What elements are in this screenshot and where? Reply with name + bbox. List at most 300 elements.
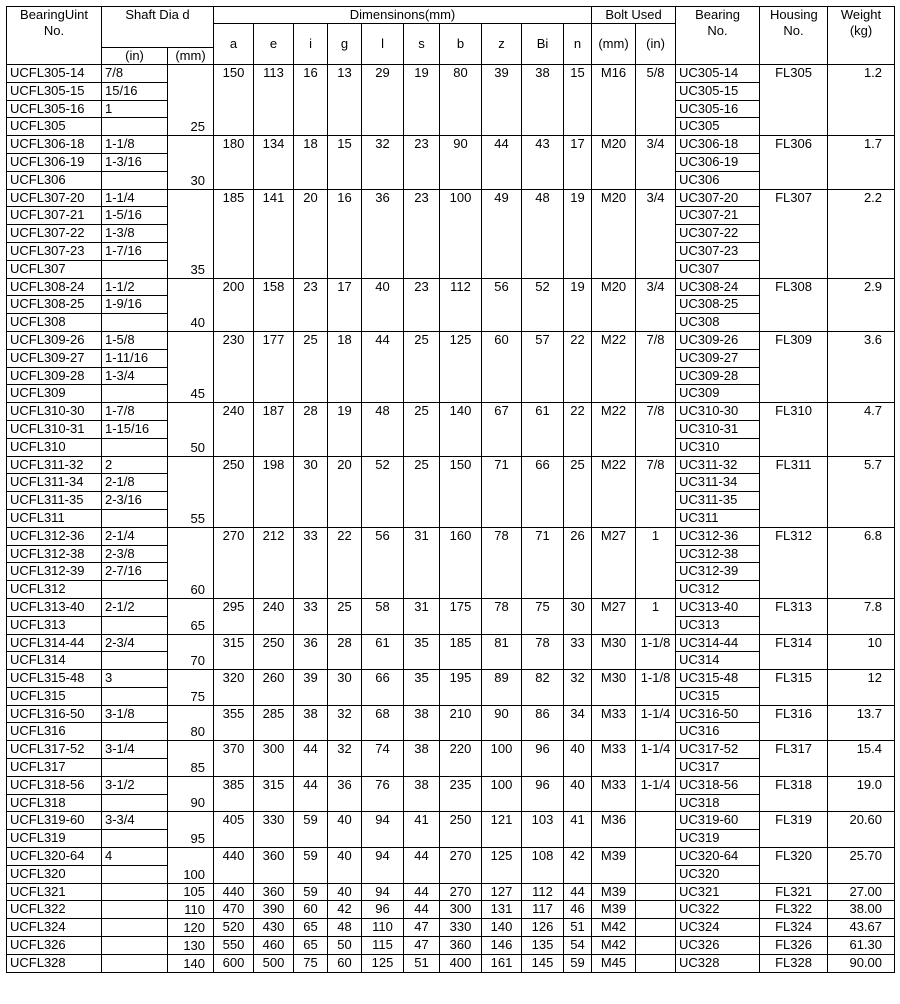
dim-cell: 23 xyxy=(404,189,440,278)
bearing-unit-cell: UCFL311-34 xyxy=(7,474,102,492)
dim-cell: 212 xyxy=(254,527,294,598)
bearing-unit-cell: UCFL307 xyxy=(7,260,102,278)
bolt-in-cell: 1-1/8 xyxy=(636,634,676,670)
dim-cell: 550 xyxy=(214,937,254,955)
shaft-in-cell: 1-1/8 xyxy=(102,136,168,154)
dim-cell: 94 xyxy=(362,848,404,884)
dim-cell: 25 xyxy=(328,598,362,634)
table-row xyxy=(7,883,895,901)
shaft-mm-cell: 40 xyxy=(168,278,214,331)
shaft-mm-cell: 90 xyxy=(168,776,214,812)
table-row xyxy=(7,670,895,688)
dim-cell: 90 xyxy=(482,705,522,741)
dim-cell: 38 xyxy=(522,65,564,136)
dim-cell: 68 xyxy=(362,705,404,741)
bolt-in-cell xyxy=(636,883,676,901)
table-row xyxy=(7,278,895,296)
dim-cell: 141 xyxy=(254,189,294,278)
bolt-in-cell xyxy=(636,937,676,955)
bolt-mm-cell: M30 xyxy=(592,634,636,670)
table-row xyxy=(7,403,895,421)
bolt-in-cell xyxy=(636,919,676,937)
shaft-mm-cell: 110 xyxy=(168,901,214,919)
dim-cell: 285 xyxy=(254,705,294,741)
bearing-unit-cell: UCFL307-22 xyxy=(7,225,102,243)
housing-no-cell: FL309 xyxy=(760,331,828,402)
dim-cell: 94 xyxy=(362,883,404,901)
bearing-no-cell: UC306 xyxy=(676,171,760,189)
header-shaft-in: (in) xyxy=(102,48,168,65)
housing-no-cell: FL318 xyxy=(760,776,828,812)
shaft-in-cell: 1-5/16 xyxy=(102,207,168,225)
dim-cell: 65 xyxy=(294,937,328,955)
dim-cell: 16 xyxy=(294,65,328,136)
housing-no-cell: FL322 xyxy=(760,901,828,919)
bearing-no-cell: UC310-31 xyxy=(676,420,760,438)
weight-cell: 3.6 xyxy=(828,331,895,402)
dim-cell: 185 xyxy=(214,189,254,278)
bolt-in-cell xyxy=(636,812,676,848)
bearing-no-cell: UC309-28 xyxy=(676,367,760,385)
shaft-in-cell xyxy=(102,919,168,937)
dim-cell: 315 xyxy=(254,776,294,812)
dim-cell: 19 xyxy=(404,65,440,136)
header-dim-e: e xyxy=(254,24,294,65)
shaft-mm-cell: 95 xyxy=(168,812,214,848)
bolt-in-cell: 1-1/4 xyxy=(636,705,676,741)
housing-no-cell: FL314 xyxy=(760,634,828,670)
dim-cell: 50 xyxy=(328,937,362,955)
dim-cell: 110 xyxy=(362,919,404,937)
bearing-unit-cell: UCFL313-40 xyxy=(7,598,102,616)
table-row xyxy=(7,901,895,919)
shaft-mm-cell: 60 xyxy=(168,527,214,598)
shaft-in-cell xyxy=(102,509,168,527)
bearing-no-cell: UC320 xyxy=(676,865,760,883)
weight-cell: 19.0 xyxy=(828,776,895,812)
shaft-in-cell: 2 xyxy=(102,456,168,474)
dim-cell: 115 xyxy=(362,937,404,955)
bolt-in-cell: 5/8 xyxy=(636,65,676,136)
dim-cell: 31 xyxy=(404,527,440,598)
dim-cell: 39 xyxy=(482,65,522,136)
dim-cell: 330 xyxy=(254,812,294,848)
dim-cell: 52 xyxy=(522,278,564,331)
bearing-no-cell: UC317 xyxy=(676,759,760,777)
dim-cell: 22 xyxy=(328,527,362,598)
bearing-no-cell: UC307-21 xyxy=(676,207,760,225)
dim-cell: 86 xyxy=(522,705,564,741)
bearing-no-cell: UC307-20 xyxy=(676,189,760,207)
dim-cell: 40 xyxy=(564,741,592,777)
weight-cell: 13.7 xyxy=(828,705,895,741)
dim-cell: 36 xyxy=(294,634,328,670)
dim-cell: 35 xyxy=(404,670,440,706)
dim-cell: 42 xyxy=(564,848,592,884)
dim-cell: 43 xyxy=(522,136,564,189)
bearing-unit-cell: UCFL305-14 xyxy=(7,65,102,83)
dim-cell: 38 xyxy=(294,705,328,741)
housing-no-cell: FL308 xyxy=(760,278,828,331)
dim-cell: 134 xyxy=(254,136,294,189)
bearing-no-cell: UC317-52 xyxy=(676,741,760,759)
dim-cell: 520 xyxy=(214,919,254,937)
dim-cell: 117 xyxy=(522,901,564,919)
dim-cell: 44 xyxy=(404,883,440,901)
bolt-in-cell: 1-1/4 xyxy=(636,776,676,812)
dim-cell: 66 xyxy=(522,456,564,527)
dim-cell: 75 xyxy=(522,598,564,634)
weight-cell: 61.30 xyxy=(828,937,895,955)
weight-cell: 2.2 xyxy=(828,189,895,278)
dim-cell: 39 xyxy=(294,670,328,706)
housing-no-cell: FL321 xyxy=(760,883,828,901)
bearing-unit-cell: UCFL306-19 xyxy=(7,153,102,171)
dim-cell: 44 xyxy=(362,331,404,402)
dim-cell: 145 xyxy=(522,954,564,972)
dim-cell: 440 xyxy=(214,848,254,884)
weight-cell: 20.60 xyxy=(828,812,895,848)
bearing-no-cell: UC306-18 xyxy=(676,136,760,154)
dim-cell: 20 xyxy=(328,456,362,527)
header-dim-a: a xyxy=(214,24,254,65)
bearing-no-cell: UC311 xyxy=(676,509,760,527)
bearing-no-cell: UC305 xyxy=(676,118,760,136)
housing-no-cell: FL313 xyxy=(760,598,828,634)
dim-cell: 96 xyxy=(522,776,564,812)
header-shaft-mm: (mm) xyxy=(168,48,214,65)
dim-cell: 44 xyxy=(294,741,328,777)
dim-cell: 100 xyxy=(482,741,522,777)
header-dim-z: z xyxy=(482,24,522,65)
dim-cell: 71 xyxy=(482,456,522,527)
bearing-unit-cell: UCFL305-16 xyxy=(7,100,102,118)
bearing-unit-cell: UCFL310-31 xyxy=(7,420,102,438)
dim-cell: 22 xyxy=(564,331,592,402)
bolt-in-cell: 3/4 xyxy=(636,136,676,189)
dim-cell: 230 xyxy=(214,331,254,402)
shaft-in-cell: 3-1/4 xyxy=(102,741,168,759)
dim-cell: 35 xyxy=(404,634,440,670)
dim-cell: 126 xyxy=(522,919,564,937)
bearing-no-cell: UC310 xyxy=(676,438,760,456)
dim-cell: 96 xyxy=(362,901,404,919)
dim-cell: 17 xyxy=(328,278,362,331)
dim-cell: 220 xyxy=(440,741,482,777)
bearing-no-cell: UC313-40 xyxy=(676,598,760,616)
bolt-mm-cell: M20 xyxy=(592,278,636,331)
dim-cell: 32 xyxy=(362,136,404,189)
bearing-unit-cell: UCFL315-48 xyxy=(7,670,102,688)
bearing-no-cell: UC318 xyxy=(676,794,760,812)
bearing-no-cell: UC311-34 xyxy=(676,474,760,492)
dim-cell: 33 xyxy=(294,527,328,598)
dim-cell: 440 xyxy=(214,883,254,901)
dim-cell: 140 xyxy=(440,403,482,456)
bearing-no-cell: UC308 xyxy=(676,314,760,332)
shaft-mm-cell: 70 xyxy=(168,634,214,670)
shaft-in-cell: 1-7/8 xyxy=(102,403,168,421)
bolt-in-cell: 1-1/4 xyxy=(636,741,676,777)
dim-cell: 78 xyxy=(522,634,564,670)
table-row xyxy=(7,919,895,937)
weight-cell: 10 xyxy=(828,634,895,670)
housing-no-cell: FL312 xyxy=(760,527,828,598)
dim-cell: 40 xyxy=(328,812,362,848)
shaft-mm-cell: 140 xyxy=(168,954,214,972)
shaft-in-cell: 3-1/2 xyxy=(102,776,168,794)
shaft-in-cell xyxy=(102,723,168,741)
shaft-in-cell xyxy=(102,385,168,403)
dim-cell: 32 xyxy=(328,705,362,741)
shaft-in-cell: 2-7/16 xyxy=(102,563,168,581)
table-row xyxy=(7,65,895,83)
dim-cell: 41 xyxy=(404,812,440,848)
bearing-no-cell: UC311-35 xyxy=(676,492,760,510)
shaft-in-cell xyxy=(102,260,168,278)
bolt-mm-cell: M22 xyxy=(592,403,636,456)
table-row xyxy=(7,848,895,866)
shaft-mm-cell: 45 xyxy=(168,331,214,402)
bearing-no-cell: UC319-60 xyxy=(676,812,760,830)
dim-cell: 25 xyxy=(404,456,440,527)
bearing-no-cell: UC315 xyxy=(676,687,760,705)
weight-cell: 38.00 xyxy=(828,901,895,919)
dim-cell: 300 xyxy=(440,901,482,919)
bolt-in-cell: 1 xyxy=(636,527,676,598)
dim-cell: 158 xyxy=(254,278,294,331)
shaft-in-cell: 1 xyxy=(102,100,168,118)
weight-cell: 7.8 xyxy=(828,598,895,634)
bearing-no-cell: UC316-50 xyxy=(676,705,760,723)
bearing-unit-cell: UCFL317-52 xyxy=(7,741,102,759)
weight-cell: 2.9 xyxy=(828,278,895,331)
dim-cell: 385 xyxy=(214,776,254,812)
bearing-no-cell: UC316 xyxy=(676,723,760,741)
bearing-spec-table xyxy=(6,6,895,973)
header-weight: Weight (kg) xyxy=(828,7,895,65)
header-shaft-dia: Shaft Dia d xyxy=(102,7,214,48)
housing-no-cell: FL311 xyxy=(760,456,828,527)
dim-cell: 15 xyxy=(328,136,362,189)
shaft-in-cell: 15/16 xyxy=(102,82,168,100)
bolt-mm-cell: M39 xyxy=(592,883,636,901)
bolt-in-cell: 7/8 xyxy=(636,331,676,402)
dim-cell: 127 xyxy=(482,883,522,901)
dim-cell: 19 xyxy=(328,403,362,456)
dim-cell: 125 xyxy=(440,331,482,402)
dim-cell: 250 xyxy=(214,456,254,527)
dim-cell: 40 xyxy=(328,848,362,884)
header-dim-g: g xyxy=(328,24,362,65)
dim-cell: 61 xyxy=(522,403,564,456)
shaft-mm-cell: 35 xyxy=(168,189,214,278)
shaft-mm-cell: 85 xyxy=(168,741,214,777)
dim-cell: 17 xyxy=(564,136,592,189)
dim-cell: 400 xyxy=(440,954,482,972)
dim-cell: 16 xyxy=(328,189,362,278)
dim-cell: 15 xyxy=(564,65,592,136)
bolt-mm-cell: M30 xyxy=(592,670,636,706)
dim-cell: 113 xyxy=(254,65,294,136)
header-dim-l: l xyxy=(362,24,404,65)
shaft-in-cell: 2-3/4 xyxy=(102,634,168,652)
dim-cell: 405 xyxy=(214,812,254,848)
weight-cell: 6.8 xyxy=(828,527,895,598)
dim-cell: 315 xyxy=(214,634,254,670)
bearing-unit-cell: UCFL309 xyxy=(7,385,102,403)
dim-cell: 82 xyxy=(522,670,564,706)
dim-cell: 40 xyxy=(564,776,592,812)
dim-cell: 56 xyxy=(482,278,522,331)
shaft-in-cell: 2-3/16 xyxy=(102,492,168,510)
bearing-no-cell: UC313 xyxy=(676,616,760,634)
bearing-unit-cell: UCFL317 xyxy=(7,759,102,777)
dim-cell: 100 xyxy=(482,776,522,812)
dim-cell: 13 xyxy=(328,65,362,136)
dim-cell: 38 xyxy=(404,741,440,777)
bearing-unit-cell: UCFL319 xyxy=(7,830,102,848)
bearing-unit-cell: UCFL320 xyxy=(7,865,102,883)
shaft-in-cell: 1-3/16 xyxy=(102,153,168,171)
dim-cell: 23 xyxy=(294,278,328,331)
dim-cell: 40 xyxy=(362,278,404,331)
dim-cell: 23 xyxy=(404,136,440,189)
shaft-in-cell xyxy=(102,581,168,599)
dim-cell: 47 xyxy=(404,919,440,937)
weight-cell: 25.70 xyxy=(828,848,895,884)
dim-cell: 131 xyxy=(482,901,522,919)
dim-cell: 177 xyxy=(254,331,294,402)
dim-cell: 42 xyxy=(328,901,362,919)
housing-no-cell: FL328 xyxy=(760,954,828,972)
dim-cell: 250 xyxy=(254,634,294,670)
dim-cell: 500 xyxy=(254,954,294,972)
shaft-in-cell: 1-3/8 xyxy=(102,225,168,243)
dim-cell: 60 xyxy=(294,901,328,919)
shaft-in-cell xyxy=(102,171,168,189)
dim-cell: 360 xyxy=(254,883,294,901)
dim-cell: 370 xyxy=(214,741,254,777)
bearing-no-cell: UC311-32 xyxy=(676,456,760,474)
dim-cell: 29 xyxy=(362,65,404,136)
bearing-unit-cell: UCFL311-32 xyxy=(7,456,102,474)
dim-cell: 44 xyxy=(564,883,592,901)
shaft-in-cell: 3 xyxy=(102,670,168,688)
bolt-mm-cell: M20 xyxy=(592,136,636,189)
dim-cell: 103 xyxy=(522,812,564,848)
dim-cell: 25 xyxy=(564,456,592,527)
dim-cell: 67 xyxy=(482,403,522,456)
bearing-unit-cell: UCFL306 xyxy=(7,171,102,189)
bolt-in-cell: 3/4 xyxy=(636,278,676,331)
bearing-unit-cell: UCFL305-15 xyxy=(7,82,102,100)
dim-cell: 270 xyxy=(440,848,482,884)
bolt-in-cell: 1 xyxy=(636,598,676,634)
shaft-mm-cell: 105 xyxy=(168,883,214,901)
bolt-in-cell: 7/8 xyxy=(636,403,676,456)
dim-cell: 30 xyxy=(328,670,362,706)
bearing-unit-cell: UCFL311 xyxy=(7,509,102,527)
bearing-unit-cell: UCFL309-27 xyxy=(7,349,102,367)
dim-cell: 34 xyxy=(564,705,592,741)
table-body xyxy=(7,65,895,973)
dim-cell: 94 xyxy=(362,812,404,848)
weight-cell: 12 xyxy=(828,670,895,706)
bearing-no-cell: UC308-25 xyxy=(676,296,760,314)
dim-cell: 60 xyxy=(482,331,522,402)
shaft-mm-cell: 65 xyxy=(168,598,214,634)
dim-cell: 61 xyxy=(362,634,404,670)
shaft-mm-cell: 120 xyxy=(168,919,214,937)
dim-cell: 187 xyxy=(254,403,294,456)
header-dim-i: i xyxy=(294,24,328,65)
bearing-unit-cell: UCFL308-25 xyxy=(7,296,102,314)
bearing-no-cell: UC312-36 xyxy=(676,527,760,545)
dim-cell: 22 xyxy=(564,403,592,456)
dim-cell: 41 xyxy=(564,812,592,848)
dim-cell: 175 xyxy=(440,598,482,634)
bearing-unit-cell: UCFL311-35 xyxy=(7,492,102,510)
dim-cell: 48 xyxy=(522,189,564,278)
dim-cell: 26 xyxy=(564,527,592,598)
dim-cell: 160 xyxy=(440,527,482,598)
dim-cell: 210 xyxy=(440,705,482,741)
shaft-in-cell: 2-1/4 xyxy=(102,527,168,545)
bearing-no-cell: UC306-19 xyxy=(676,153,760,171)
dim-cell: 33 xyxy=(564,634,592,670)
dim-cell: 76 xyxy=(362,776,404,812)
table-row xyxy=(7,776,895,794)
dim-cell: 125 xyxy=(362,954,404,972)
table-header xyxy=(7,7,895,65)
shaft-in-cell: 1-5/8 xyxy=(102,331,168,349)
weight-cell: 90.00 xyxy=(828,954,895,972)
dim-cell: 32 xyxy=(328,741,362,777)
dim-cell: 19 xyxy=(564,278,592,331)
shaft-mm-cell: 30 xyxy=(168,136,214,189)
bearing-unit-cell: UCFL319-60 xyxy=(7,812,102,830)
bearing-unit-cell: UCFL308-24 xyxy=(7,278,102,296)
dim-cell: 108 xyxy=(522,848,564,884)
header-dim-n: n xyxy=(564,24,592,65)
dim-cell: 18 xyxy=(294,136,328,189)
dim-cell: 40 xyxy=(328,883,362,901)
table-row xyxy=(7,954,895,972)
bearing-unit-cell: UCFL321 xyxy=(7,883,102,901)
bearing-no-cell: UC310-30 xyxy=(676,403,760,421)
bearing-unit-cell: UCFL312-38 xyxy=(7,545,102,563)
bearing-no-cell: UC309-26 xyxy=(676,331,760,349)
bolt-in-cell: 1-1/8 xyxy=(636,670,676,706)
header-bearing-no: Bearing No. xyxy=(676,7,760,65)
dim-cell: 96 xyxy=(522,741,564,777)
shaft-in-cell: 4 xyxy=(102,848,168,866)
dim-cell: 54 xyxy=(564,937,592,955)
shaft-in-cell xyxy=(102,759,168,777)
shaft-in-cell: 7/8 xyxy=(102,65,168,83)
dim-cell: 270 xyxy=(440,883,482,901)
bearing-no-cell: UC319 xyxy=(676,830,760,848)
dim-cell: 33 xyxy=(294,598,328,634)
dim-cell: 460 xyxy=(254,937,294,955)
shaft-in-cell xyxy=(102,438,168,456)
housing-no-cell: FL317 xyxy=(760,741,828,777)
dim-cell: 49 xyxy=(482,189,522,278)
bearing-unit-cell: UCFL309-26 xyxy=(7,331,102,349)
bearing-unit-cell: UCFL307-20 xyxy=(7,189,102,207)
dim-cell: 51 xyxy=(564,919,592,937)
